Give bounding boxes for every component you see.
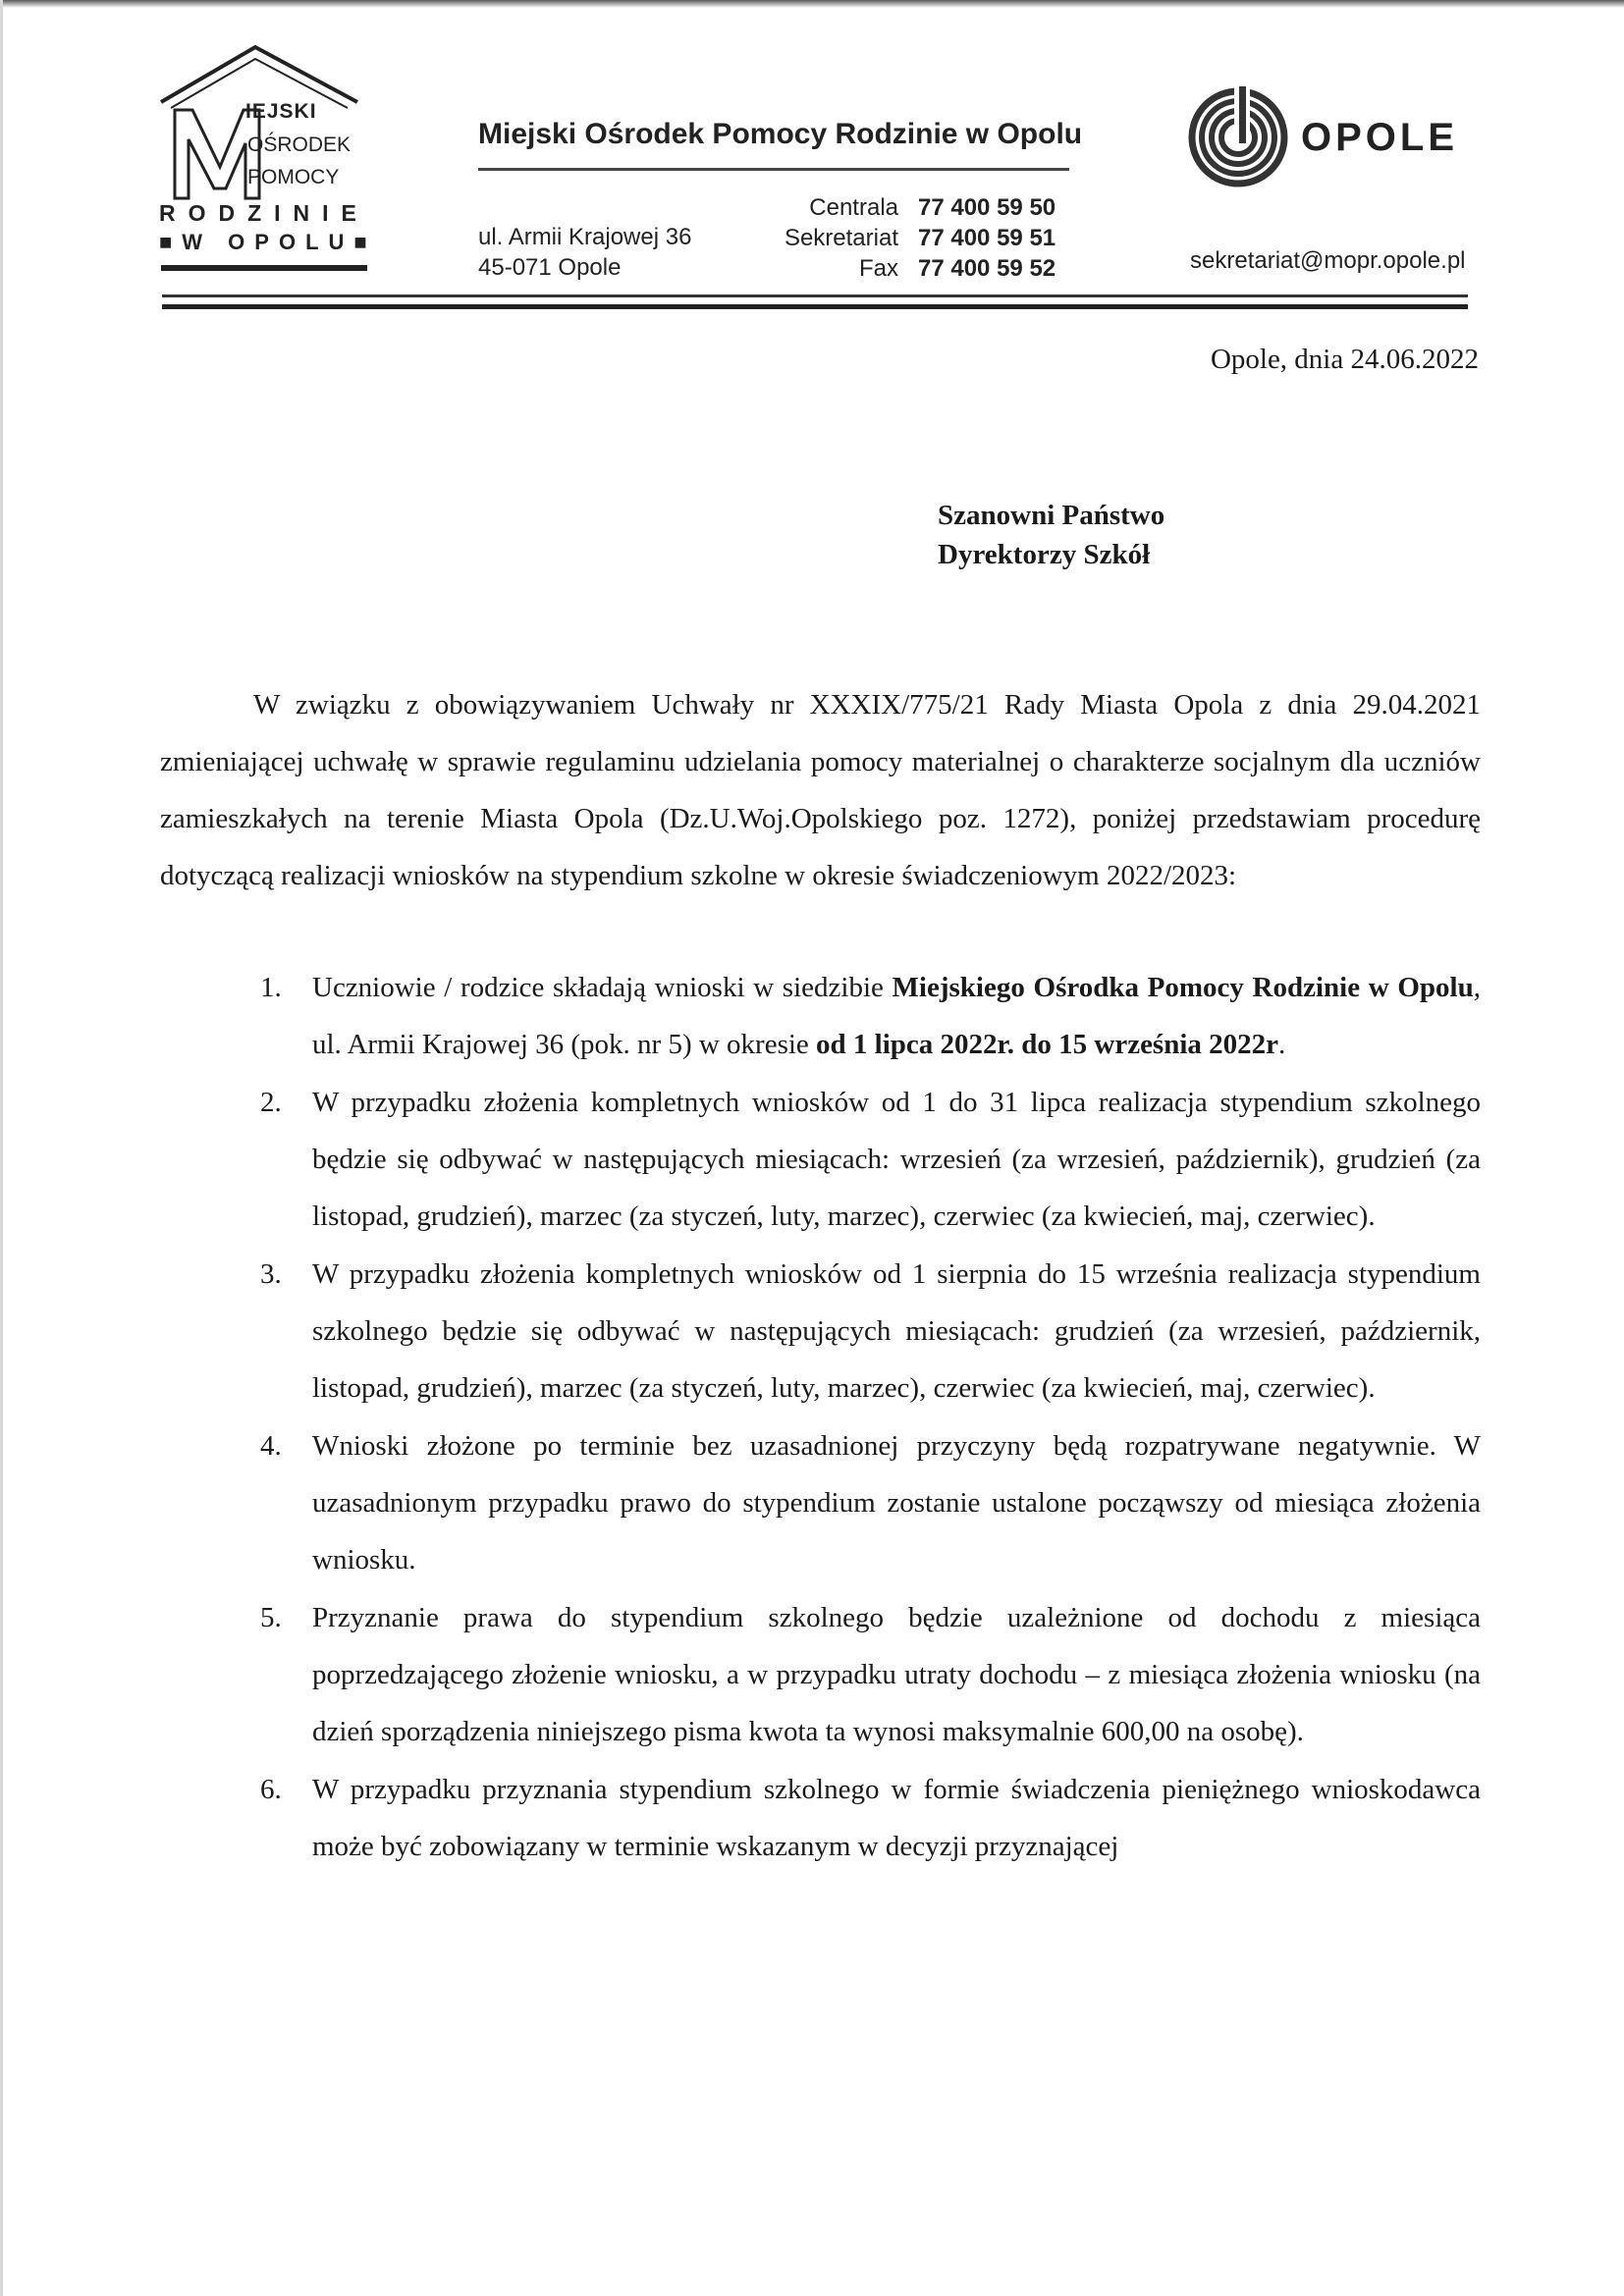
list-item-text: Uczniowie / rodzice składają wnioski w siedzibie <box>312 972 893 1003</box>
org-email: sekretariat@mopr.opole.pl <box>1190 247 1466 274</box>
list-item-text: . <box>1278 1029 1286 1060</box>
phone-list <box>751 192 1056 284</box>
list-item-text: W przypadku złożenia kompletnych wniosków od 1 sierpnia do 15 września realizacja stypendium szkolnego będzie się odbywać w następujących miesiącach: grudzień (za wrzesień, październik, listopad, grudzień), marzec (za styczeń, luty, marzec), czerwiec (za kwiecień, maj, czerwiec). <box>312 1258 1481 1404</box>
letter-date: Opole, dnia 24.06.2022 <box>1210 344 1479 375</box>
recipient-line: Szanowni Państwo <box>938 500 1165 531</box>
opole-emblem-icon <box>1185 82 1293 190</box>
logo-text-pomocy: POMOCY <box>247 166 340 188</box>
recipient-block <box>938 496 1164 574</box>
logo-text-rodzinie: RODZINIE <box>159 200 369 226</box>
scan-top-edge <box>0 0 1624 8</box>
scan-left-edge <box>0 0 3 2296</box>
phone-label: Fax <box>858 254 898 282</box>
address-postal: 45-071 Opole <box>478 254 622 281</box>
phone-label: Centrala <box>809 193 898 221</box>
procedure-list <box>160 959 1481 1876</box>
phone-row <box>751 192 1056 223</box>
phone-number: 77 400 59 51 <box>918 224 1056 251</box>
list-item-text: W przypadku przyznania stypendium szkolnego w formie świadczenia pieniężnego wnioskodawca może być zobowiązany w terminie wskazanym w decyzji przyznającej <box>312 1774 1481 1862</box>
list-item-number: 3. <box>260 1258 282 1290</box>
list-item-number: 5. <box>260 1602 282 1633</box>
list-item <box>160 1074 1481 1245</box>
list-item-number: 2. <box>260 1087 282 1118</box>
phone-number: 77 400 59 50 <box>918 193 1056 221</box>
logo-text-osrodek: OŚRODEK <box>247 133 352 156</box>
list-item-text: Wnioski złożone po terminie bez uzasadnionej przyczyny będą rozpatrywane negatywnie. W uzasadnionym przypadku prawo do stypendium zostanie ustalone począwszy od miesiąca złożenia wniosku. <box>312 1430 1481 1575</box>
header-divider-thick <box>162 304 1468 309</box>
list-item-text: , ul. Armii Krajowej 36 (pok. nr 5) w okresie <box>312 972 1481 1060</box>
mopr-logo <box>157 41 383 277</box>
org-name: Miejski Ośrodek Pomocy Rodzinie w Opolu <box>478 118 1083 150</box>
phone-row <box>751 253 1056 284</box>
intro-paragraph: W związku z obowiązywaniem Uchwały nr XXXIX/775/21 Rady Miasta Opola z dnia 29.04.2021 zmieniającej uchwałę w sprawie regulaminu udzielania pomocy materialnej o charakterze socjalnym dla uczniów zamieszkałych na terenie Miasta Opola (Dz.U.Woj.Opolskiego poz. 1272), poniżej przedstawiam procedurę dotyczącą realizacji wniosków na stypendium szkolne w okresie świadczeniowym 2022/2023: <box>160 689 1481 891</box>
phone-label: Sekretariat <box>784 224 898 251</box>
list-item-number: 6. <box>260 1774 282 1805</box>
logo-text-miejski: IEJSKI <box>245 100 317 123</box>
phone-row <box>751 223 1056 253</box>
list-item-bold-text: Miejskiego Ośrodka Pomocy Rodzinie w Opolu <box>892 972 1474 1003</box>
org-name-underline <box>478 168 1069 171</box>
list-item <box>160 1761 1481 1875</box>
header-divider <box>162 294 1468 297</box>
list-item <box>160 1589 1481 1760</box>
list-item-bold-text: od 1 lipca 2022r. do 15 września 2022r <box>816 1029 1279 1060</box>
list-item <box>160 959 1481 1073</box>
list-item-number: 4. <box>260 1430 282 1462</box>
address-street: ul. Armii Krajowej 36 <box>478 224 692 250</box>
list-item <box>160 1417 1481 1588</box>
org-address <box>478 222 691 283</box>
list-item <box>160 1246 1481 1416</box>
list-item-number: 1. <box>260 972 282 1003</box>
phone-number: 77 400 59 52 <box>918 254 1056 282</box>
logo-text-w-opolu: ■W OPOLU■ <box>159 230 377 254</box>
opole-logo-text: OPOLE <box>1301 116 1459 159</box>
recipient-line: Dyrektorzy Szkół <box>938 539 1151 570</box>
list-item-text: Przyznanie prawa do stypendium szkolnego będzie uzależnione od dochodu z miesiąca poprzedzającego złożenie wniosku, a w przypadku utraty dochodu – z miesiąca złożenia wniosku (na dzień sporządzenia niniejszego pisma kwota ta wynosi maksymalnie 600,00 na osobę). <box>312 1602 1481 1747</box>
list-item-text: W przypadku złożenia kompletnych wniosków od 1 do 31 lipca realizacja stypendium szkolnego będzie się odbywać w następujących miesiącach: wrzesień (za wrzesień, październik), grudzień (za listopad, grudzień), marzec (za styczeń, luty, marzec), czerwiec (za kwiecień, maj, czerwiec). <box>312 1087 1481 1232</box>
